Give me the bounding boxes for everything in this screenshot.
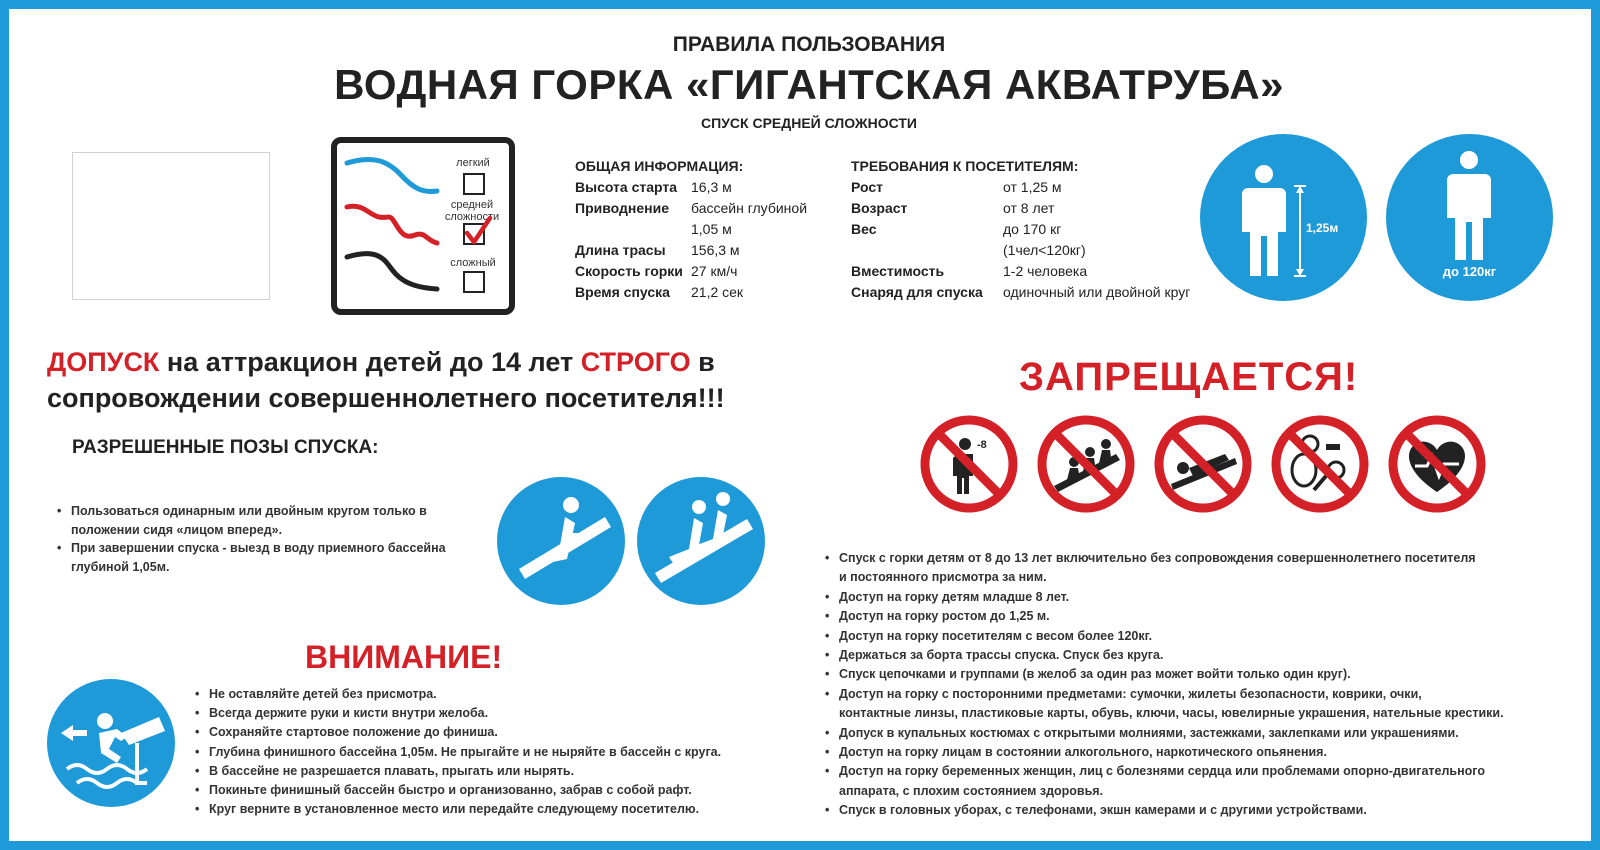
height-requirement-badge xyxy=(1200,134,1367,301)
info-row-key: Вес xyxy=(851,221,877,237)
no-loose-items-icon xyxy=(1270,414,1370,514)
info-row-value: 1,05 м xyxy=(691,221,732,237)
allowed-poses-heading: РАЗРЕШЕННЫЕ ПОЗЫ СПУСКА: xyxy=(72,437,379,458)
admission-text1: на аттракцион детей до 14 лет xyxy=(159,347,581,377)
allowed-poses-list xyxy=(57,502,467,576)
difficulty-hard-label: сложный xyxy=(450,257,496,269)
height-badge-label: 1,25м xyxy=(1306,221,1339,235)
info-row-value: (1чел<120кг) xyxy=(1003,242,1086,258)
info-row xyxy=(851,198,1231,219)
info-row-key: Вместимость xyxy=(851,263,945,279)
forbidden-list xyxy=(825,549,1600,821)
info-row xyxy=(851,282,1231,303)
list-item: • Глубина финишного бассейна 1,05м. Не прыгайте и не ныряйте в бассейн с круга. xyxy=(195,743,815,762)
single-ring-sitting-icon xyxy=(497,477,625,605)
list-item: аппарата, с плохим состоянием здоровья. xyxy=(839,783,1104,798)
info-row xyxy=(575,261,845,282)
admission-word-dopusk: ДОПУСК xyxy=(47,347,160,377)
info-row-value: от 1,25 м xyxy=(1003,179,1062,195)
age-limit-mark: -8 xyxy=(977,439,987,451)
info-row xyxy=(575,177,845,198)
info-row-key: Возраст xyxy=(851,200,908,216)
list-item: контактные линзы, пластиковые карты, обувь, ключи, часы, ювелирные украшения, нательные крестики. xyxy=(839,706,1504,721)
difficulty-medium-line1: средней xyxy=(450,199,494,211)
info-row-value: от 8 лет xyxy=(1003,200,1055,216)
difficulty-chart xyxy=(331,137,515,315)
no-heart-condition-icon xyxy=(1387,414,1487,514)
exit-pool-icon xyxy=(47,679,175,807)
double-ring-sitting-icon xyxy=(637,477,765,605)
info-row-key: Скорость горки xyxy=(575,263,683,279)
list-item: • Пользоваться одинарным или двойным кругом только в положении сидя «лицом вперед». xyxy=(57,502,467,539)
list-item: • В бассейне не разрешается плавать, прыгать или нырять. xyxy=(195,762,815,781)
list-item: • Не оставляйте детей без присмотра. xyxy=(195,685,815,704)
general-info-table xyxy=(575,177,845,303)
info-row-key: Длина трасы xyxy=(575,242,666,258)
requirements-heading: ТРЕБОВАНИЯ К ПОСЕТИТЕЛЯМ: xyxy=(851,158,1079,174)
list-item: • Спуск в головных уборах, с телефонами, экшн камерами и с другими устройствами. xyxy=(825,801,1600,820)
info-row-value: до 170 кг xyxy=(1003,221,1062,237)
page-title: ВОДНАЯ ГОРКА «ГИГАНТСКАЯ АКВАТРУБА» xyxy=(334,61,1284,108)
admission-text2: в xyxy=(690,347,715,377)
list-item: • Доступ на горку лицам в состоянии алкогольного, наркотического опьянения. xyxy=(825,743,1600,762)
forbidden-heading: ЗАПРЕЩАЕТСЯ! xyxy=(1019,355,1359,399)
list-item: • Держаться за борта трассы спуска. Спуск без круга. xyxy=(825,646,1600,665)
info-row-key: Время спуска xyxy=(575,284,670,300)
list-item: • При завершении спуска - выезд в воду приемного бассейна глубиной 1,05м. xyxy=(57,539,467,576)
list-item: • Спуск цепочками и группами (в желоб за один раз может войти только один круг). xyxy=(825,665,1600,684)
info-row-key xyxy=(851,240,1003,261)
list-item: • Доступ на горку беременных женщин, лиц с болезнями сердца или проблемами опорно-двигательного xyxy=(825,762,1600,781)
weight-requirement-badge xyxy=(1386,134,1553,301)
single-ring-sitting-glyph xyxy=(497,477,625,605)
difficulty-medium-checkbox xyxy=(463,223,485,245)
list-item: • Доступ на горку с посторонними предметами: сумочки, жилеты безопасности, коврики, очки, xyxy=(825,685,1600,704)
no-child-under-8-icon xyxy=(919,414,1019,514)
info-row-value: 16,3 м xyxy=(691,179,732,195)
exit-pool-glyph xyxy=(47,679,175,807)
info-row xyxy=(851,219,1231,240)
list-item: • Доступ на горку ростом до 1,25 м. xyxy=(825,607,1600,626)
difficulty-medium-line2: сложности xyxy=(444,211,500,223)
admission-notice xyxy=(47,344,807,416)
difficulty-hard-checkbox xyxy=(463,271,485,293)
difficulty-curves-icon xyxy=(343,153,443,293)
attention-heading: ВНИМАНИЕ! xyxy=(305,639,503,675)
admission-line1 xyxy=(47,344,807,380)
no-group-descent-icon xyxy=(1036,414,1136,514)
info-row-value: бассейн глубиной xyxy=(691,200,808,216)
list-item: и постоянного присмотра за ним. xyxy=(839,570,1047,585)
list-item: • Круг верните в установленное место или передайте следующему посетителю. xyxy=(195,800,815,819)
list-item: • Допуск в купальных костюмах с открытыми молниями, застежками, заклепками или украшениями. xyxy=(825,724,1600,743)
list-item: • Спуск с горки детям от 8 до 13 лет включительно без сопровождения совершеннолетнего посетителя xyxy=(825,549,1600,568)
info-row-value: одиночный или двойной круг xyxy=(1003,284,1191,300)
info-row xyxy=(851,177,1231,198)
list-item: • Доступ на горку детям младше 8 лет. xyxy=(825,588,1600,607)
info-row-value: 27 км/ч xyxy=(691,263,738,279)
requirements-table xyxy=(851,177,1231,303)
list-item: • Сохраняйте стартовое положение до финиша. xyxy=(195,723,815,742)
header-subtitle: ПРАВИЛА ПОЛЬЗОВАНИЯ xyxy=(672,33,946,56)
difficulty-easy-label: легкий xyxy=(456,157,490,169)
info-row xyxy=(851,261,1231,282)
info-row xyxy=(575,240,845,261)
slide-photo-placeholder xyxy=(72,152,270,300)
info-row xyxy=(575,282,845,303)
info-row-value: 156,3 м xyxy=(691,242,740,258)
info-row-key: Приводнение xyxy=(575,200,669,216)
list-item: • Доступ на горку посетителям с весом более 120кг. xyxy=(825,627,1600,646)
info-row-value: 1-2 человека xyxy=(1003,263,1088,279)
general-info-heading: ОБЩАЯ ИНФОРМАЦИЯ: xyxy=(575,158,744,174)
info-row-key: Высота старта xyxy=(575,179,678,195)
checkmark-icon xyxy=(463,215,493,247)
admission-word-strogo: СТРОГО xyxy=(580,347,691,377)
difficulty-easy-checkbox xyxy=(463,173,485,195)
weight-badge-label: до 120кг xyxy=(1442,264,1497,279)
info-row xyxy=(575,219,845,240)
list-item: • Покиньте финишный бассейн быстро и организованно, забрав с собой рафт. xyxy=(195,781,815,800)
info-row xyxy=(575,198,845,219)
admission-line2: сопровождении совершеннолетнего посетителя!!! xyxy=(47,383,725,413)
person-weight-icon xyxy=(1438,150,1500,262)
list-item: • Всегда держите руки и кисти внутри желоба. xyxy=(195,704,815,723)
info-row-key: Снаряд для спуска xyxy=(851,284,983,300)
info-row-key: Рост xyxy=(851,179,883,195)
double-ring-sitting-glyph xyxy=(637,477,765,605)
info-row xyxy=(851,240,1231,261)
no-lying-descent-icon xyxy=(1153,414,1253,514)
difficulty-level-label: СПУСК СРЕДНЕЙ СЛОЖНОСТИ xyxy=(701,115,917,131)
attention-list xyxy=(195,685,815,819)
info-row-key xyxy=(575,219,691,240)
info-row-value: 21,2 сек xyxy=(691,284,744,300)
